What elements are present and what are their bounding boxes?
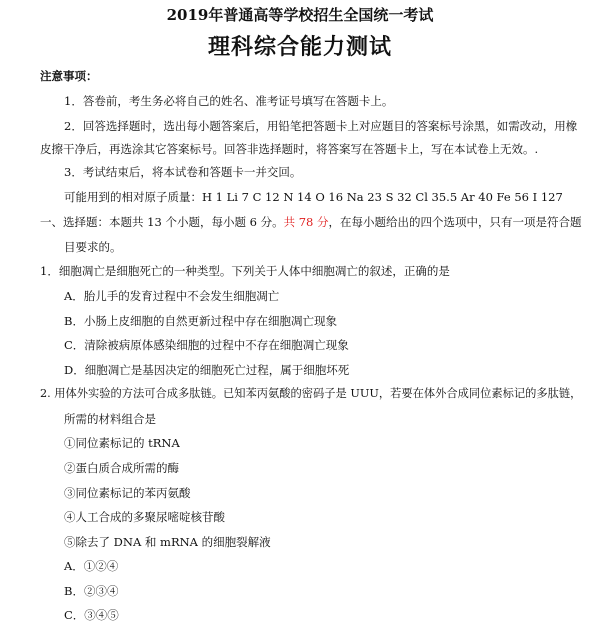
q1-option-d: D．细胞凋亡是基因决定的细胞死亡过程，属于细胞坏死 <box>64 363 350 377</box>
section-intro-line-2: 目要求的。 <box>64 240 122 254</box>
q2-option-b: B．②③④ <box>64 584 119 598</box>
note-item-3: 3．考试结束后，将本试卷和答题卡一并交回。 <box>64 165 302 179</box>
q2-option-a: A．①②④ <box>64 559 119 573</box>
notes-heading: 注意事项： <box>40 69 98 83</box>
section-intro-text-cont: ，在每小题给出的四个选项中，只有一项是符合题 <box>328 215 582 229</box>
q2-material-1: ①同位素标记的 tRNA <box>64 436 180 450</box>
subject-title: 理科综合能力测试 <box>207 34 392 60</box>
section-intro <box>40 214 582 230</box>
q1-option-c: C．清除被病原体感染细胞的过程中不存在细胞凋亡现象 <box>64 338 349 352</box>
section-total-points: 共 78 分 <box>283 215 329 229</box>
q2-option-c: C．③④⑤ <box>64 608 119 622</box>
note-item-1: 1．答卷前，考生务必将自己的姓名、准考证号填写在答题卡上。 <box>64 94 394 108</box>
q2-material-4: ④人工合成的多聚尿嘧啶核苷酸 <box>64 510 225 524</box>
q1-option-a: A．胎儿手的发育过程中不会发生细胞凋亡 <box>64 289 280 303</box>
q2-material-5: ⑤除去了 DNA 和 mRNA 的细胞裂解液 <box>64 535 271 549</box>
note-item-2-line-2: 皮擦干净后，再选涂其它答案标号。回答非选择题时，将答案写在答题卡上，写在本试卷上无效。. <box>40 142 539 156</box>
q1-stem: 1．细胞凋亡是细胞死亡的一种类型。下列关于人体中细胞凋亡的叙述，正确的是 <box>40 264 450 278</box>
q1-option-b: B．小肠上皮细胞的自然更新过程中存在细胞凋亡现象 <box>64 314 337 328</box>
note-item-2-line-1: 2．回答选择题时，选出每小题答案后，用铅笔把答题卡上对应题目的答案标号涂黑，如需改动，用橡 <box>64 119 578 133</box>
atomic-masses: 可能用到的相对原子质量：H 1 Li 7 C 12 N 14 O 16 Na 23 S 32 Cl 35.5 Ar 40 Fe 56 I 127 <box>64 190 563 204</box>
q2-stem-line-1: 2. 用体外实验的方法可合成多肽链。已知苯丙氨酸的密码子是 UUU，若要在体外合成同位素标记的多肽链， <box>40 387 582 400</box>
exam-title: 2019年普通高等学校招生全国统一考试 <box>166 6 434 24</box>
q2-material-2: ②蛋白质合成所需的酶 <box>64 461 179 475</box>
q2-material-3: ③同位素标记的苯丙氨酸 <box>64 486 191 500</box>
section-intro-text: 一、选择题：本题共 13 个小题，每小题 6 分。 <box>40 215 284 229</box>
q2-stem-line-2: 所需的材料组合是 <box>64 412 156 426</box>
